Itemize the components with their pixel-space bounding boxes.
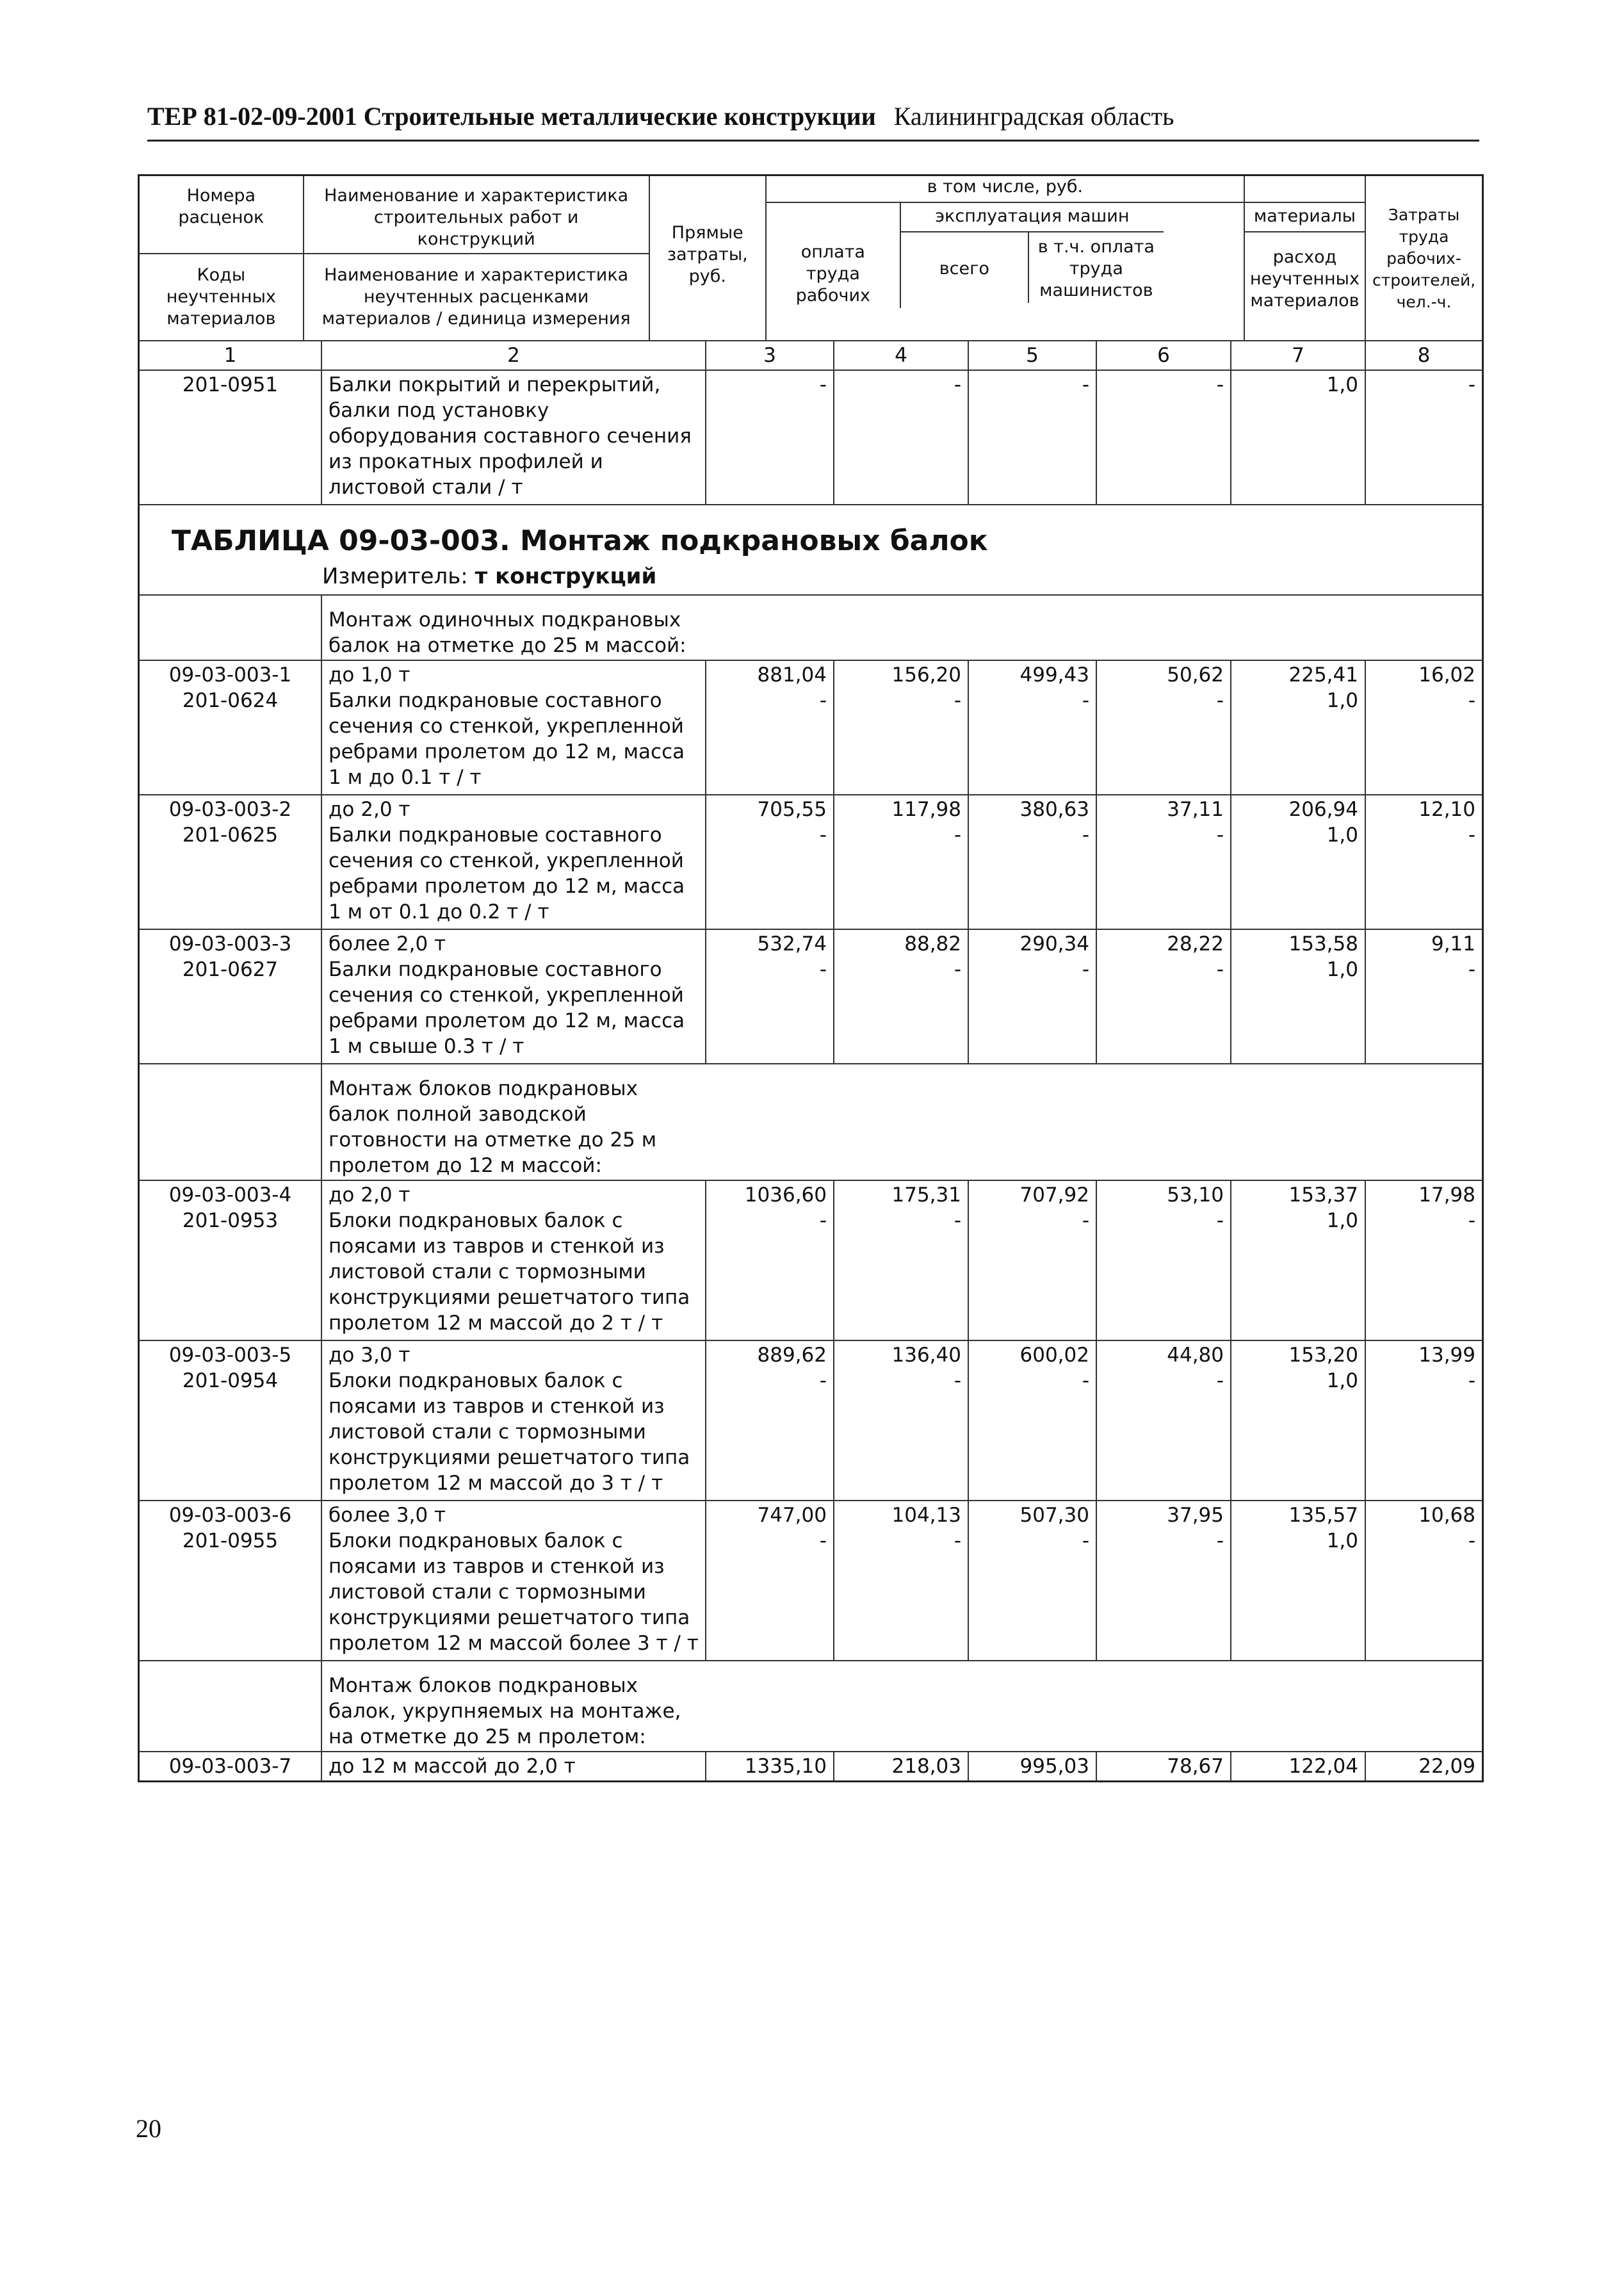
material-value-cell: - — [1082, 1529, 1089, 1552]
value-cell: 507,30 — [1019, 1504, 1089, 1527]
table-row — [140, 1180, 1482, 1340]
column-number: 1 — [140, 341, 322, 370]
value-cell: 380,63 — [1019, 798, 1089, 821]
work-name: до 12 м массой до 2,0 т — [329, 1755, 576, 1778]
doc-code: ТЕР 81-02-09-2001 — [147, 102, 357, 131]
material-value-cell: - — [819, 824, 827, 847]
value-cell: 707,92 — [1019, 1184, 1089, 1207]
material-value-cell: 1,0 — [1326, 824, 1358, 847]
table-row — [140, 1500, 1482, 1660]
material-name: Балки подкрановые составного сечения со стенкой, укрепленной ребрами пролетом до 12 м, масса 1 м до 0.1 т / т — [329, 689, 685, 789]
value-cell: 17,98 — [1418, 1184, 1475, 1207]
value-cell: 117,98 — [891, 798, 961, 821]
value-cell: 37,11 — [1167, 798, 1224, 821]
value-cell: 705,55 — [757, 798, 827, 821]
column-numbers-row — [140, 340, 1482, 370]
material-value-cell: - — [1216, 1369, 1224, 1392]
material-value-cell: - — [1216, 1209, 1224, 1232]
material-value-cell: - — [954, 1529, 961, 1552]
group-caption — [322, 1661, 1482, 1751]
value-cell: 175,31 — [891, 1184, 961, 1207]
material-value-cell: - — [819, 689, 827, 712]
material-value-cell: - — [1082, 1209, 1089, 1232]
column-number: 4 — [834, 341, 969, 370]
work-name: до 1,0 т — [329, 663, 410, 687]
value-cell: 44,80 — [1167, 1344, 1224, 1367]
value-cell: 53,10 — [1167, 1184, 1224, 1207]
value-cell: 122,04 — [1288, 1755, 1358, 1778]
value-cell: 28,22 — [1167, 932, 1224, 956]
column-number: 5 — [969, 341, 1097, 370]
breakdown-group-label: в том числе, руб. — [767, 176, 1244, 203]
material-value-cell: 1,0 — [1326, 689, 1358, 712]
material-value-cell: - — [1082, 824, 1089, 847]
value-cell: 12,10 — [1418, 798, 1475, 821]
material-value-cell: - — [1216, 824, 1224, 847]
value-cell: 10,68 — [1418, 1504, 1475, 1527]
material-value-cell: - — [1082, 958, 1089, 981]
page-number: 20 — [136, 2114, 161, 2143]
col3-label: Прямые затраты, руб. — [650, 176, 767, 340]
value-cell: 881,04 — [757, 663, 827, 687]
measure-unit-value: т конструкций — [475, 564, 657, 589]
value-cell: - — [969, 371, 1097, 504]
material-name: Балки подкрановые составного сечения со стенкой, укрепленной ребрами пролетом до 12 м, масса 1 м от 0.1 до 0.2 т / т — [329, 824, 685, 924]
value-cell: 153,58 — [1288, 932, 1358, 956]
value-cell: 50,62 — [1167, 663, 1224, 687]
rates-table — [138, 174, 1484, 1782]
material-value-cell: - — [1468, 689, 1475, 712]
work-name: до 3,0 т — [329, 1344, 410, 1367]
table-title: ТАБЛИЦА 09-03-003. Монтаж подкрановых балок — [172, 525, 988, 557]
col8-label: Затраты труда рабочих-строителей, чел.-ч. — [1372, 206, 1476, 311]
value-cell: 136,40 — [891, 1344, 961, 1367]
material-value-cell: 1,0 — [1326, 1529, 1358, 1552]
rate-code: 09-03-003-7 — [168, 1755, 292, 1778]
running-header — [147, 101, 1479, 142]
group-caption-text: Монтаж одиночных подкрановых балок на отметке до 25 м массой: — [329, 608, 686, 657]
material-code: 201-0954 — [182, 1369, 279, 1392]
value-cell: - — [706, 371, 834, 504]
col6-label: в т.ч. оплата труда машинистов — [1037, 237, 1155, 300]
value-cell: 104,13 — [891, 1504, 961, 1527]
table-row — [140, 929, 1482, 1063]
doc-region: Калининградская область — [893, 102, 1174, 131]
value-cell: 13,99 — [1418, 1344, 1475, 1367]
value-cell: 135,57 — [1288, 1504, 1358, 1527]
value-cell: 1,0 — [1231, 371, 1366, 504]
measure-unit-label: Измеритель: — [322, 564, 468, 589]
value-cell: 153,20 — [1288, 1344, 1358, 1367]
value-cell: 9,11 — [1431, 932, 1475, 956]
group-caption-text: Монтаж блоков подкрановых балок полной заводской готовности на отметке до 25 м пролетом до 12 м массой: — [329, 1077, 657, 1177]
group-caption-row — [140, 1063, 1482, 1180]
section-heading — [140, 504, 1482, 594]
value-cell: 156,20 — [891, 663, 961, 687]
material-value-cell: - — [819, 1369, 827, 1392]
material-name: Балки подкрановые составного сечения со стенкой, укрепленной ребрами пролетом до 12 м, масса 1 м свыше 0.3 т / т — [329, 958, 685, 1058]
value-cell: 16,02 — [1418, 663, 1475, 687]
column-number: 6 — [1097, 341, 1231, 370]
value-cell: 153,37 — [1288, 1184, 1358, 1207]
material-value-cell: - — [1468, 824, 1475, 847]
material-value-cell: 1,0 — [1326, 1209, 1358, 1232]
material-code: 201-0625 — [182, 824, 279, 847]
work-name: более 2,0 т — [329, 932, 446, 956]
work-name: более 3,0 т — [329, 1504, 446, 1527]
col4-label: оплата труда рабочих — [767, 203, 901, 308]
material-name: Блоки подкрановых балок с поясами из тавров и стенкой из листовой стали с тормозными конструкциями решетчатого типа пролетом 12 м массой до 2 т / т — [329, 1209, 690, 1335]
table-row — [140, 660, 1482, 794]
material-value-cell: - — [1216, 689, 1224, 712]
value-cell: - — [834, 371, 969, 504]
group-caption-text: Монтаж блоков подкрановых балок, укрупняемых на монтаже, на отметке до 25 м пролетом: — [329, 1674, 681, 1748]
col2-bottom-label: Наименование и характеристика неучтенных расценками материалов / единица измерения — [321, 265, 631, 329]
column-number: 8 — [1417, 344, 1431, 367]
value-cell: 600,02 — [1019, 1344, 1089, 1367]
material-name: Блоки подкрановых балок с поясами из тавров и стенкой из листовой стали с тормозными конструкциями решетчатого типа пролетом 12 м массой более 3 т / т — [329, 1529, 699, 1655]
group-caption-row — [140, 594, 1482, 660]
material-value-cell: - — [1216, 958, 1224, 981]
group-caption — [322, 596, 1482, 660]
table-row — [140, 370, 1482, 504]
material-code: 201-0955 — [182, 1529, 279, 1552]
material-value-cell: - — [954, 689, 961, 712]
value-cell: 889,62 — [757, 1344, 827, 1367]
material-value-cell: - — [954, 958, 961, 981]
value-cell: 499,43 — [1019, 663, 1089, 687]
material-code: 201-0627 — [182, 958, 279, 981]
material-value-cell: - — [1216, 1529, 1224, 1552]
value-cell: 78,67 — [1167, 1755, 1224, 1778]
column-number: 7 — [1231, 341, 1366, 370]
rate-code: 09-03-003-5 — [168, 1344, 292, 1367]
value-cell: 1335,10 — [744, 1755, 827, 1778]
col7-label: расход неучтенных материалов — [1249, 247, 1360, 311]
value-cell: 225,41 — [1288, 663, 1358, 687]
material-value-cell: - — [954, 1369, 961, 1392]
table-row — [140, 1340, 1482, 1500]
table-header — [140, 176, 1482, 340]
material-code: 201-0624 — [182, 689, 279, 712]
material-code: 201-0951 — [140, 371, 322, 504]
rate-code: 09-03-003-3 — [168, 932, 292, 956]
machines-group-label: эксплуатация машин — [901, 203, 1164, 232]
group-caption-row — [140, 1660, 1482, 1751]
material-value-cell: - — [1468, 1369, 1475, 1392]
material-value-cell: - — [1082, 689, 1089, 712]
materials-group-label: материалы — [1245, 203, 1365, 232]
rate-code: 09-03-003-1 — [168, 663, 292, 687]
table-row — [140, 1751, 1482, 1780]
col2-top-label: Наименование и характеристика строительных работ и конструкций — [304, 176, 649, 254]
material-value-cell: 1,0 — [1326, 958, 1358, 981]
rate-code: 09-03-003-2 — [168, 798, 292, 821]
value-cell: 1036,60 — [744, 1184, 827, 1207]
col1-bottom-label: Коды неучтенных материалов — [166, 265, 276, 329]
value-cell: 747,00 — [757, 1504, 827, 1527]
rate-code: 09-03-003-6 — [168, 1504, 292, 1527]
group-caption — [322, 1064, 1482, 1180]
value-cell: 88,82 — [904, 932, 961, 956]
value-cell: 995,03 — [1019, 1755, 1089, 1778]
col1-top-label: Номера расценок — [140, 176, 303, 254]
value-cell: - — [1097, 371, 1231, 504]
value-cell: 218,03 — [891, 1755, 961, 1778]
material-value-cell: - — [819, 1529, 827, 1552]
value-cell: 22,09 — [1418, 1755, 1475, 1778]
material-value-cell: - — [954, 1209, 961, 1232]
material-value-cell: - — [1468, 958, 1475, 981]
value-cell: 532,74 — [757, 932, 827, 956]
material-value-cell: 1,0 — [1326, 1369, 1358, 1392]
material-value-cell: - — [819, 958, 827, 981]
column-number: 2 — [322, 341, 706, 370]
work-name: до 2,0 т — [329, 798, 410, 821]
material-value-cell: - — [1468, 1529, 1475, 1552]
material-value-cell: - — [1468, 1209, 1475, 1232]
rate-groups — [140, 594, 1482, 1780]
rate-code: 09-03-003-4 — [168, 1184, 292, 1207]
value-cell: 37,95 — [1167, 1504, 1224, 1527]
doc-title: Строительные металлические конструкции — [363, 102, 876, 131]
material-code: 201-0953 — [182, 1209, 279, 1232]
material-name: Балки покрытий и перекрытий, балки под установку оборудования составного сечения из прокатных профилей и листовой стали / т — [322, 371, 706, 504]
table-row — [140, 794, 1482, 929]
material-value-cell: - — [819, 1209, 827, 1232]
col5-label: всего — [901, 232, 1029, 303]
value-cell: 206,94 — [1288, 798, 1358, 821]
measure-unit — [140, 557, 1482, 594]
value-cell: - — [1468, 373, 1475, 396]
material-name: Блоки подкрановых балок с поясами из тавров и стенкой из листовой стали с тормозными конструкциями решетчатого типа пролетом 12 м массой до 3 т / т — [329, 1369, 690, 1495]
value-cell: 290,34 — [1019, 932, 1089, 956]
material-value-cell: - — [954, 824, 961, 847]
work-name: до 2,0 т — [329, 1184, 410, 1207]
material-value-cell: - — [1082, 1369, 1089, 1392]
column-number: 3 — [706, 341, 834, 370]
